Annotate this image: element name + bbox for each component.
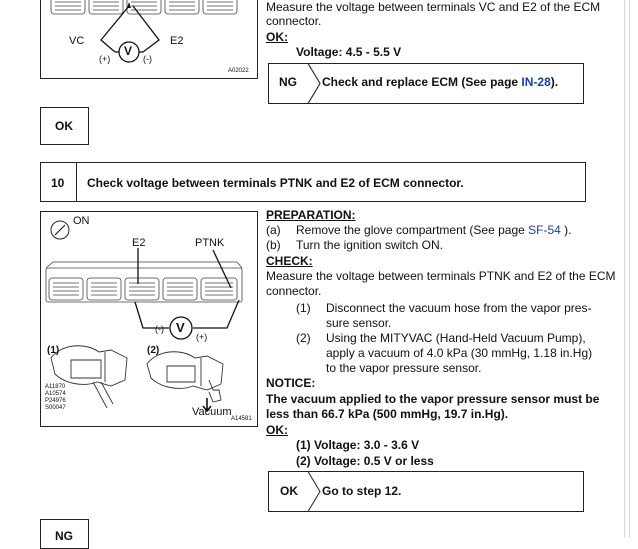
ok-flow-box xyxy=(40,107,89,145)
prep-item-marker: (b) xyxy=(266,238,281,252)
minus-polarity: (-) xyxy=(155,324,164,334)
ok-voltage-spec: Voltage: 4.5 - 5.5 V xyxy=(296,45,402,59)
step9-diagram xyxy=(40,0,258,79)
ok-heading: OK: xyxy=(266,423,288,437)
check-heading: CHECK: xyxy=(266,254,313,268)
ng-label: NG xyxy=(279,75,297,89)
label-ptnk: PTNK xyxy=(195,237,225,249)
measure-instruction: Measure the voltage between terminals VC and E2 of the ECM xyxy=(266,0,601,14)
check-step-text: to the vapor pressure sensor. xyxy=(326,361,482,375)
check-instruction-cont: connector. xyxy=(266,284,322,298)
voltmeter-symbol: V xyxy=(176,320,185,335)
page-link-in-28[interactable]: IN-28 xyxy=(521,75,551,89)
plus-polarity: (+) xyxy=(196,332,208,342)
ok-voltage-spec: (1) Voltage: 3.0 - 3.6 V xyxy=(296,438,420,452)
minus-polarity: (-) xyxy=(143,54,152,64)
page-margin-line xyxy=(629,0,630,538)
check-step-text: Disconnect the vacuum hose from the vapor pres- xyxy=(326,301,592,315)
ok-result-box xyxy=(268,471,584,512)
measure-instruction-cont: connector. xyxy=(266,14,322,28)
ng-result-box xyxy=(268,63,584,104)
check-step-marker: (1) xyxy=(296,301,311,315)
label-e2: E2 xyxy=(132,237,146,249)
page-link-sf-54[interactable]: SF-54 xyxy=(528,223,561,237)
step-number: 10 xyxy=(51,176,65,190)
notice-text: The vacuum applied to the vapor pressure sensor must be xyxy=(266,392,600,406)
ng-flow-box xyxy=(40,519,89,549)
vacuum-label: Vacuum xyxy=(192,406,232,418)
check-step-marker: (2) xyxy=(296,331,311,345)
notice-text: less than 66.7 kPa (500 mmHg, 19.7 in.Hg). xyxy=(266,407,509,421)
label-e2: E2 xyxy=(170,35,184,47)
figure-codes xyxy=(45,384,66,412)
figure-code: A10574 xyxy=(45,391,66,397)
prep-item-text: Remove the glove compartment (See page xyxy=(296,223,529,237)
check-step-text: Using the MITYVAC (Hand-Held Vacuum Pump), xyxy=(326,331,586,345)
prep-item-text: Turn the ignition switch ON. xyxy=(296,238,443,252)
figure-code: A14581 xyxy=(231,416,252,422)
prep-item-marker: (a) xyxy=(266,223,281,237)
check-step-text: sure sensor. xyxy=(326,316,392,330)
notice-heading: NOTICE: xyxy=(266,376,316,390)
figure-code: A02022 xyxy=(228,68,249,74)
ok-heading: OK: xyxy=(266,30,288,44)
figure-code: P24976 xyxy=(45,398,66,404)
preparation-heading: PREPARATION: xyxy=(266,208,356,222)
label-vc: VC xyxy=(69,35,85,47)
step10-diagram xyxy=(40,211,258,427)
step-number-divider xyxy=(76,163,77,201)
voltmeter-symbol: V xyxy=(124,44,133,58)
ng-action-text xyxy=(322,75,558,90)
plus-polarity: (+) xyxy=(99,54,111,64)
sub-figure-1-label: (1) xyxy=(47,345,60,356)
ptnk-measurement-illustration xyxy=(41,212,257,426)
ok-label: OK xyxy=(280,484,298,498)
step-title: Check voltage between terminals PTNK and E2 of ECM connector. xyxy=(87,176,464,190)
prep-item xyxy=(296,223,571,238)
figure-code: S00047 xyxy=(45,405,66,411)
ok-voltage-spec: (2) Voltage: 0.5 V or less xyxy=(296,454,434,468)
ng-action-prefix: Check and replace ECM (See page xyxy=(322,75,522,89)
check-step-text: apply a vacuum of 4.0 kPa (30 mmHg, 1.18 in.Hg) xyxy=(326,346,593,360)
ok-flow-label: OK xyxy=(55,119,73,133)
ng-flow-label: NG xyxy=(55,529,73,543)
page-margin-line xyxy=(624,0,625,538)
ok-action-text: Go to step 12. xyxy=(322,484,402,498)
ignition-on-label: ON xyxy=(73,215,90,227)
ng-action-suffix: ). xyxy=(550,75,559,89)
check-instruction: Measure the voltage between terminals PTNK and E2 of the ECM xyxy=(266,269,616,283)
figure-code: A11870 xyxy=(45,384,66,390)
sub-figure-2-label: (2) xyxy=(147,345,160,356)
prep-item-suffix: ). xyxy=(560,223,572,237)
step10-header xyxy=(40,162,586,202)
